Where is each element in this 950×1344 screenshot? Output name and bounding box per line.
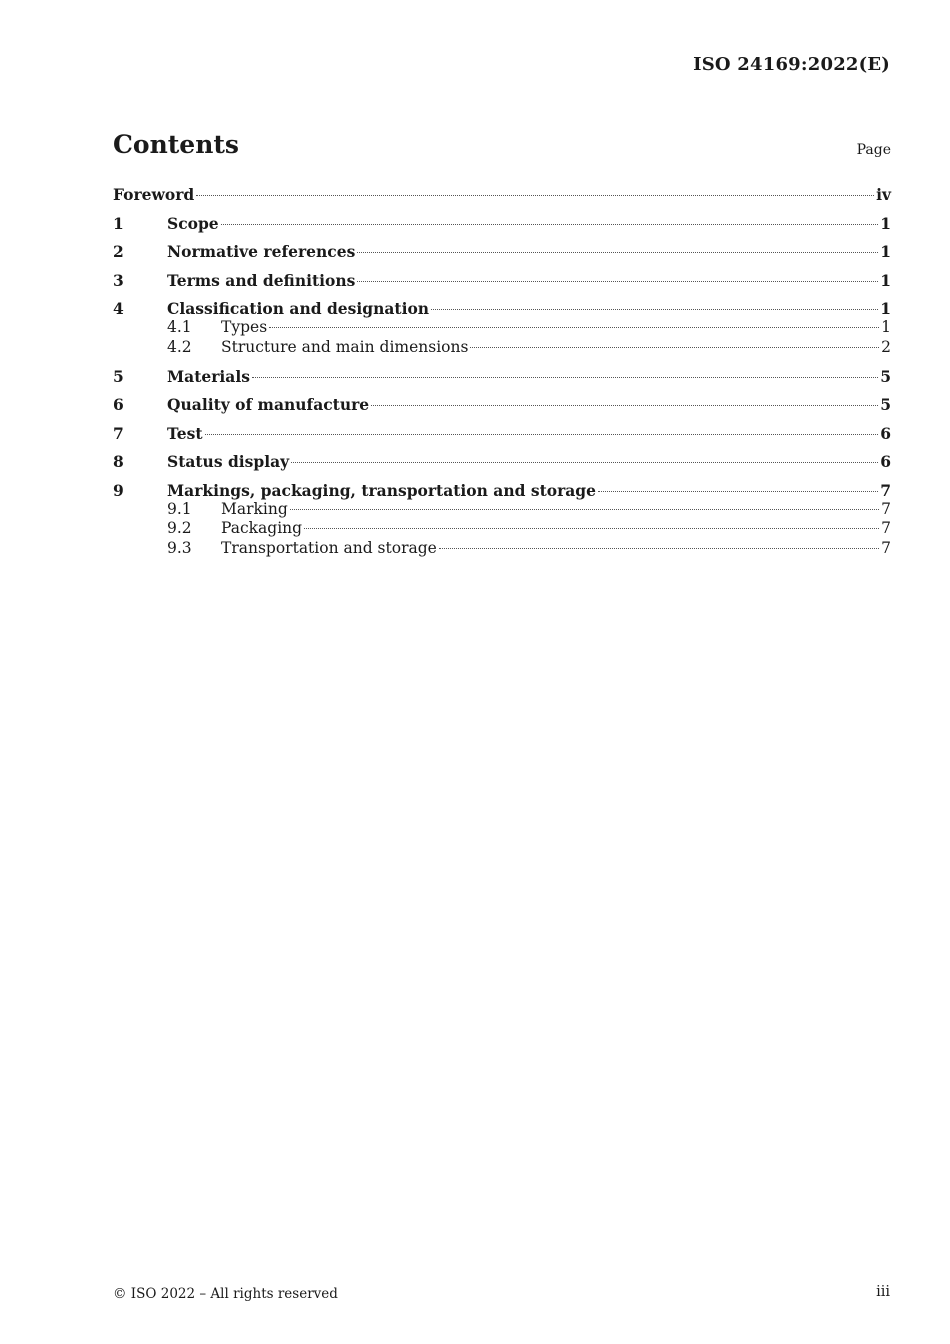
- toc-entry-status-display[interactable]: [113, 452, 891, 471]
- toc-subentry-structure-and-main-dimensions[interactable]: [113, 338, 891, 358]
- toc-subentry-types[interactable]: [113, 318, 891, 338]
- toc-entry-number: 9.3: [167, 538, 192, 557]
- toc-entry-title: Transportation and storage: [221, 538, 437, 557]
- toc-entry-page: 1: [880, 242, 891, 261]
- toc-entry-title: Markings, packaging, transportation and storage: [167, 480, 596, 500]
- toc-entry-number: 8: [113, 452, 124, 471]
- toc-dot-leader: [431, 309, 878, 310]
- toc-entry-number: 6: [113, 395, 124, 414]
- toc-subentry-marking[interactable]: [113, 500, 891, 520]
- toc-entry-title: Terms and definitions: [167, 270, 356, 290]
- toc-entry-title: Foreword: [113, 185, 195, 204]
- page-column-label: Page: [856, 142, 891, 158]
- toc-entry-title: Scope: [167, 213, 219, 233]
- toc-dot-leader: [205, 434, 879, 435]
- toc-entry-number: 5: [113, 366, 124, 386]
- contents-title: Contents: [113, 130, 240, 159]
- toc-dot-leader: [269, 327, 879, 328]
- toc-subentry-transportation-and-storage[interactable]: [113, 539, 891, 559]
- toc-entry-page: 1: [881, 318, 891, 336]
- toc-entry-number: 9.2: [167, 519, 192, 537]
- toc-entry-classification-and-designation[interactable]: [113, 299, 891, 318]
- toc-entry-page: 1: [880, 299, 891, 318]
- toc-dot-leader: [291, 462, 878, 463]
- toc-entry-number: 9.1: [167, 499, 192, 518]
- toc-entry-page: 6: [880, 452, 891, 471]
- toc-entry-page: 2: [881, 337, 891, 356]
- toc-entry-quality-of-manufacture[interactable]: [113, 395, 891, 414]
- toc-entry-number: 7: [113, 423, 124, 443]
- toc-entry-number: 3: [113, 270, 124, 290]
- table-of-contents: [113, 185, 891, 558]
- toc-entry-foreword[interactable]: [113, 185, 891, 204]
- toc-entry-number: 9: [113, 480, 124, 500]
- toc-entry-page: 5: [880, 395, 891, 414]
- toc-entry-scope[interactable]: [113, 214, 891, 233]
- toc-entry-page: 1: [880, 213, 891, 233]
- footer-page-number: iii: [876, 1284, 890, 1300]
- toc-entry-page: 7: [881, 538, 891, 557]
- toc-dot-leader: [357, 252, 878, 253]
- toc-subentry-packaging[interactable]: [113, 519, 891, 539]
- toc-dot-leader: [598, 491, 878, 492]
- toc-entry-title: Structure and main dimensions: [221, 337, 469, 356]
- toc-entry-title: Marking: [221, 499, 288, 518]
- footer-copyright: © ISO 2022 – All rights reserved: [113, 1286, 338, 1302]
- toc-entry-normative-references[interactable]: [113, 242, 891, 261]
- toc-dot-leader: [252, 377, 878, 378]
- toc-entry-title: Test: [167, 423, 203, 443]
- toc-entry-terms-and-definitions[interactable]: [113, 271, 891, 290]
- toc-entry-title: Packaging: [221, 519, 303, 537]
- toc-entry-number: 4.1: [167, 318, 192, 336]
- toc-entry-page: 7: [880, 480, 891, 500]
- toc-entry-page: iv: [876, 185, 891, 204]
- toc-dot-leader: [371, 405, 878, 406]
- toc-entry-materials[interactable]: [113, 367, 891, 386]
- toc-dot-leader: [304, 528, 879, 529]
- toc-entry-title: Classification and designation: [167, 299, 430, 318]
- document-id: ISO 24169:2022(E): [693, 54, 890, 75]
- toc-entry-page: 5: [880, 366, 891, 386]
- toc-entry-number: 4.2: [167, 337, 192, 356]
- toc-entry-number: 2: [113, 242, 124, 261]
- toc-entry-page: 7: [881, 519, 891, 537]
- contents-header: [113, 130, 891, 164]
- toc-entry-title: Types: [221, 318, 268, 336]
- toc-entry-test[interactable]: [113, 424, 891, 443]
- toc-entry-page: 7: [881, 499, 891, 518]
- toc-dot-leader: [221, 224, 879, 225]
- toc-entry-page: 6: [880, 423, 891, 443]
- toc-entry-number: 4: [113, 299, 124, 318]
- toc-dot-leader: [357, 281, 878, 282]
- toc-entry-page: 1: [880, 270, 891, 290]
- toc-entry-title: Quality of manufacture: [167, 395, 370, 414]
- toc-entry-markings-packaging[interactable]: [113, 481, 891, 500]
- toc-entry-title: Normative references: [167, 242, 356, 261]
- toc-dot-leader: [470, 347, 879, 348]
- toc-dot-leader: [196, 195, 874, 196]
- toc-entry-number: 1: [113, 213, 124, 233]
- toc-entry-title: Materials: [167, 366, 250, 386]
- toc-entry-title: Status display: [167, 452, 290, 471]
- toc-dot-leader: [290, 509, 879, 510]
- toc-dot-leader: [439, 548, 879, 549]
